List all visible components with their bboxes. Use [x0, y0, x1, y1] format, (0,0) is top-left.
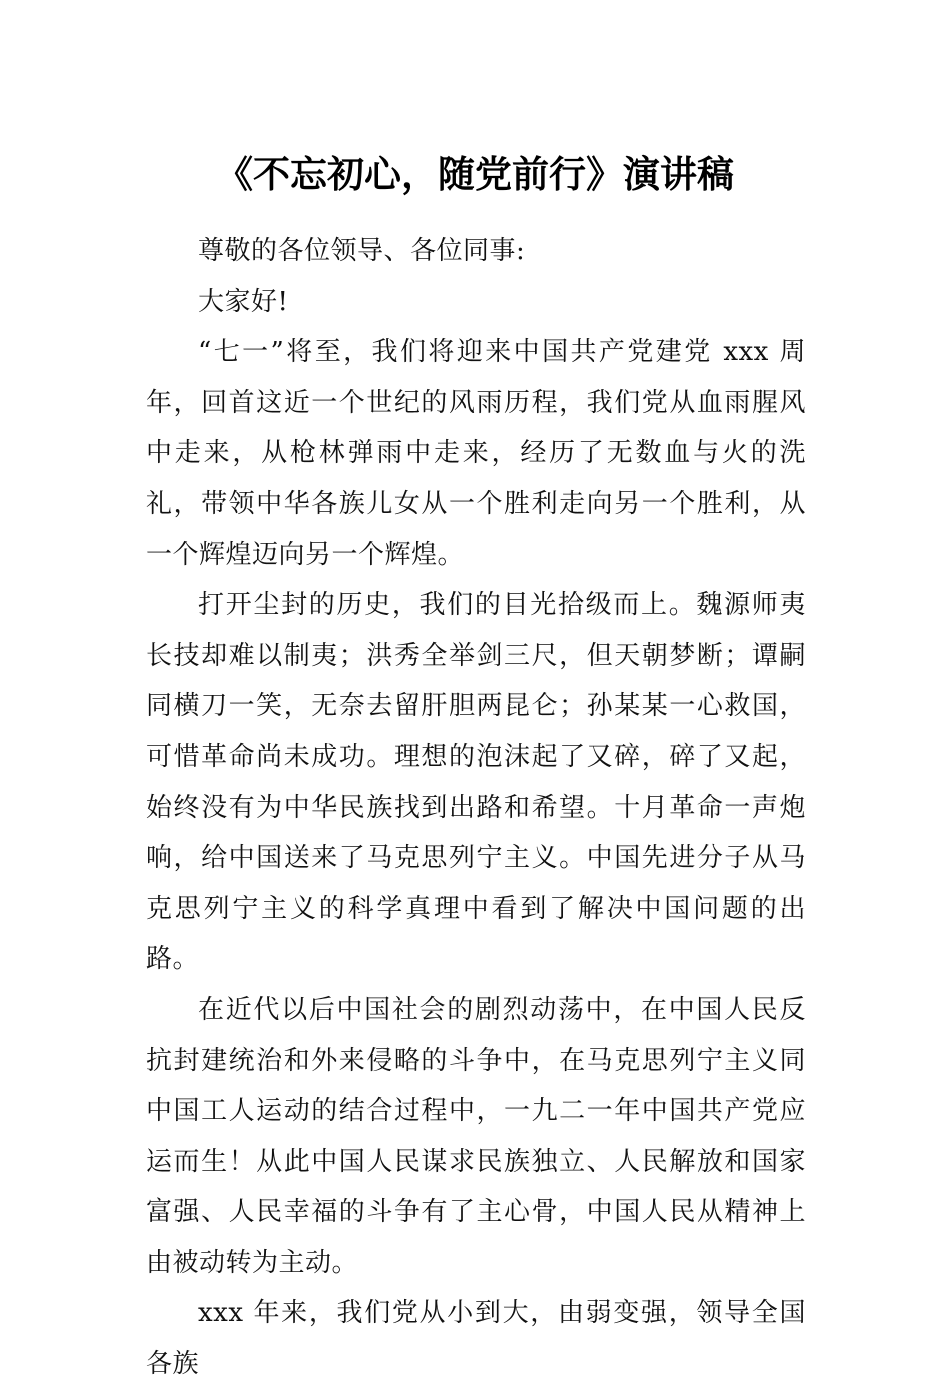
body-paragraph: 打开尘封的历史，我们的目光拾级而上。魏源师夷长技却难以制夷；洪秀全举剑三尺，但天朝梦断；谭嗣同横刀一笑，无奈去留肝胆两昆仑；孙某某一心救国，可惜革命尚未成功。理想的泡沫起了又碎，碎了又起，始终没有为中华民族找到出路和希望。十月革命一声炮响，给中国送来了马克思列宁主义。中国先进分子从马克思列宁主义的科学真理中看到了解决中国问题的出路。 [146, 590, 806, 975]
greeting-paragraph: 大家好! [198, 286, 289, 317]
body-paragraph: xxx 年来，我们党从小到大，由弱变强，领导全国各族 [146, 1298, 806, 1380]
body-paragraph: “七一”将至，我们将迎来中国共产党建党 xxx 周年，回首这近一个世纪的风雨历程，我们党从血雨腥风中走来，从枪林弹雨中走来，经历了无数血与火的洗礼，带领中华各族儿女从一个胜利走向另一个胜利，从一个辉煌迈向另一个辉煌。 [146, 337, 806, 570]
document-title: 《不忘初心，随党前行》演讲稿 [216, 152, 734, 196]
body-paragraph: 在近代以后中国社会的剧烈动荡中，在中国人民反抗封建统治和外来侵略的斗争中，在马克思列宁主义同中国工人运动的结合过程中，一九二一年中国共产党应运而生！从此中国人民谋求民族独立、人民解放和国家富强、人民幸福的斗争有了主心骨，中国人民从精神上由被动转为主动。 [146, 994, 806, 1278]
salutation-paragraph: 尊敬的各位领导、各位同事: [198, 236, 526, 266]
document-body [146, 226, 806, 1390]
